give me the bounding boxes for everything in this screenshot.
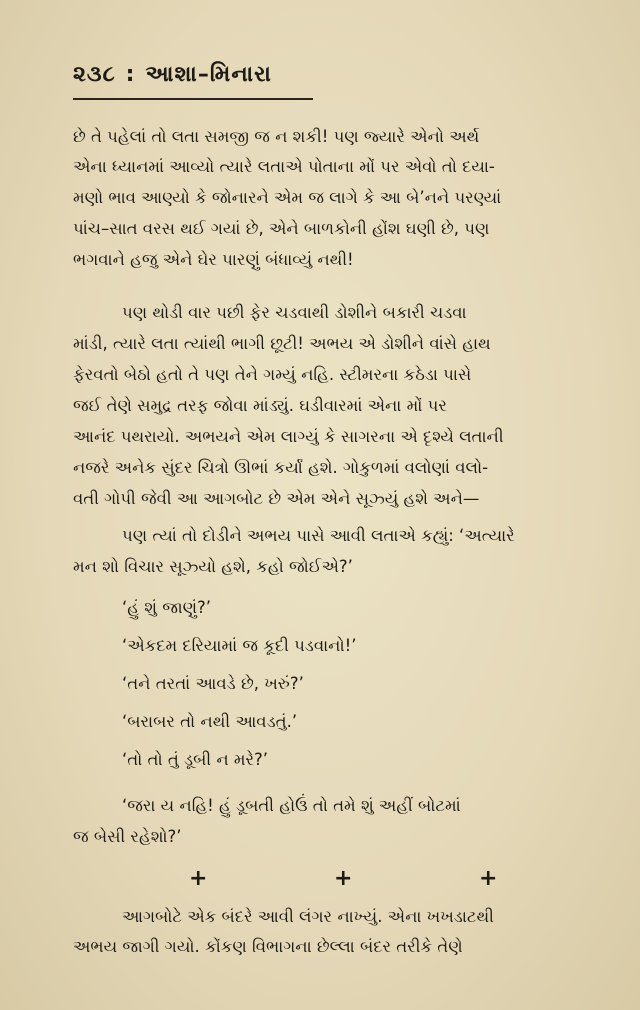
text-line: નજરે અનેક સુંદર ચિત્રો ઊભાં કર્યાં હશે. ગોકુળમાં વલોણાં વલો- <box>73 458 489 477</box>
header-rule <box>73 98 313 100</box>
text-line: પાંચ–સાત વરસ થઈ ગયાં છે, એને બાળકોની હોંશ ઘણી છે, પણ <box>73 219 490 238</box>
section-break-mark: + <box>334 866 353 891</box>
dialogue-line: ‘એકદમ દરિયામાં જ કૂદી પડવાનો!’ <box>122 636 357 655</box>
text-line: ‘જરા ય નહિ! હું ડૂબતી હોઉં તો તમે શું અહીં બોટમાં <box>122 796 461 815</box>
book-title: આશા–મિનારા <box>145 62 272 87</box>
text-line: જ બેસી રહેશો?’ <box>73 827 182 846</box>
dialogue-line: ‘બરાબર તો નથી આવડતું.’ <box>122 712 298 731</box>
text-line: વતી ગોપી જેવી આ આગબોટ છે એમ એને સૂઝ્યું હશે અને— <box>73 489 480 508</box>
text-line: મણો ભાવ આણ્યો કે જોનારને એમ જ લાગે કે આ બે’નને પરણ્યાં <box>73 188 502 207</box>
header-separator: : <box>125 62 136 87</box>
dialogue-line: ‘હું શું જાણું?’ <box>122 598 211 617</box>
text-line: આગબોટે એક બંદરે આવી લંગર નાખ્યું. એના ખખડાટથી <box>122 907 494 926</box>
dialogue-line: ‘તો તો તું ડૂબી ન મરે?’ <box>122 750 269 769</box>
text-line: મન શો વિચાર સૂઝ્યો હશે, કહો જોઈએ?’ <box>73 557 353 576</box>
dialogue-line: ‘તને તરતાં આવડે છે, ખરું?’ <box>122 674 304 693</box>
section-break <box>0 866 640 892</box>
text-line: ભગવાને હજુ એને ઘેર પારણું બંધાવ્યું નથી! <box>73 250 354 269</box>
text-line: માંડી, ત્યારે લતા ત્યાંથી ભાગી છૂટી! અભય એ ડોશીને વાંસે હાથ <box>73 334 491 353</box>
text-line: આનંદ પથરાયો. અભયને એમ લાગ્યું કે સાગરના એ દૃશ્યે લતાની <box>73 427 504 446</box>
section-break-mark: + <box>189 866 208 891</box>
section-break-mark: + <box>479 866 498 891</box>
text-line: છે તે પહેલાં તો લતા સમજી જ ન શકી! પણ જ્યારે એનો અર્થ <box>73 127 480 146</box>
page-number: ૨૩૮ <box>73 62 116 87</box>
text-line: પણ થોડી વાર પછી ફેર ચડવાથી ડોશીને બકારી ચડવા <box>122 303 467 322</box>
text-line: જઈ તેણે સમુદ્ર તરફ જોવા માંડ્યું. ઘડીવારમાં એના મોં પર <box>73 396 447 415</box>
text-line: પણ ત્યાં તો દોડીને અભય પાસે આવી લતાએ કહ્યું: ‘અત્યારે <box>122 526 515 545</box>
text-line: એના ધ્યાનમાં આવ્યો ત્યારે લતાએ પોતાના મોં પર એવો તો દયા- <box>73 157 495 176</box>
running-header <box>73 62 272 87</box>
text-line: ફેરવતો બેઠો હતો તે પણ તેને ગમ્યું નહિ. સ્ટીમરના કઠેડા પાસે <box>73 365 472 384</box>
text-line: અભય જાગી ગયો. કોંકણ વિભાગના છેલ્લા બંદર તરીકે તેણે <box>73 937 463 956</box>
